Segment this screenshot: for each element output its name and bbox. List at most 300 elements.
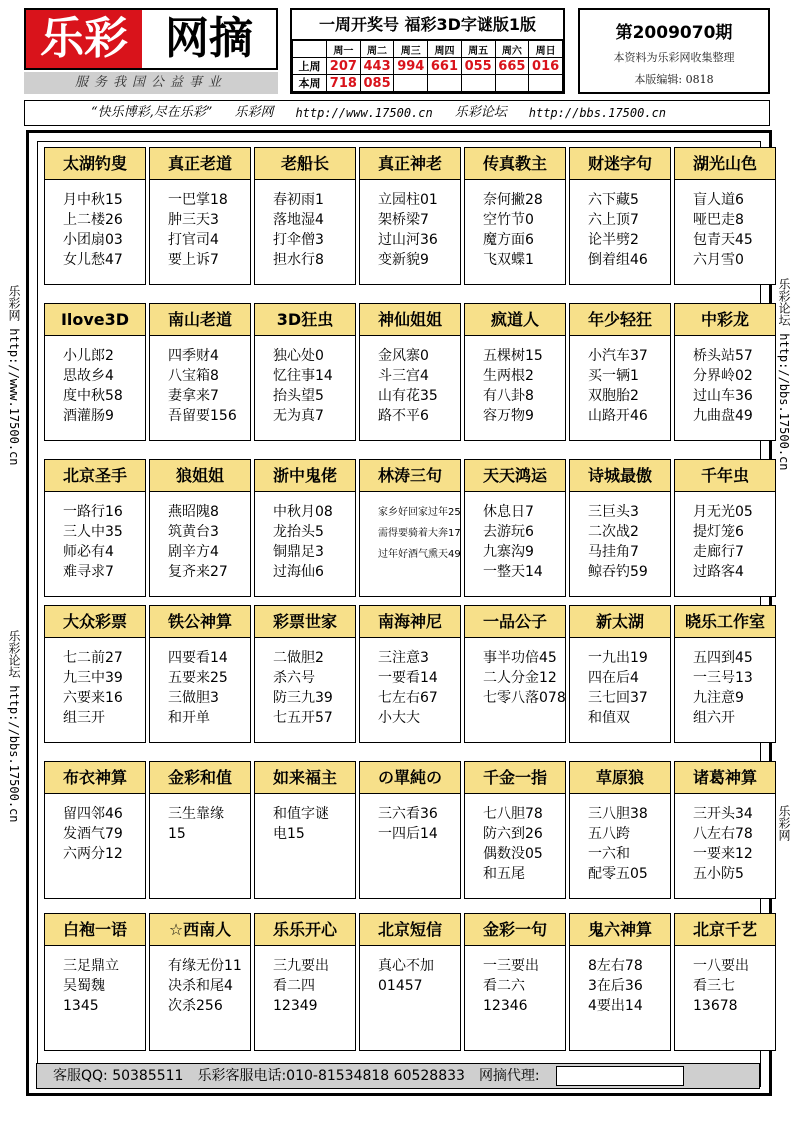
riddle-author: 乐乐开心 [255, 914, 355, 946]
riddle-line: 六月雪0 [693, 252, 744, 268]
forum-label: 乐彩论坛 [454, 105, 507, 120]
riddle-author: 南海神尼 [360, 606, 460, 638]
issue-box [578, 8, 770, 94]
editor-note: 本版编辑: 0818 [634, 73, 714, 86]
riddle-line: 三巨头3 [588, 504, 639, 520]
riddle-cell [254, 303, 356, 441]
riddle-line: 三开头34 [693, 806, 753, 822]
riddle-line: 复齐来27 [168, 564, 228, 580]
riddle-line: 小团扇03 [63, 232, 123, 248]
side-text-right-bottom: 乐彩网 [777, 805, 791, 841]
riddle-line: 七左右67 [378, 690, 438, 706]
riddle-line: 忆往事14 [273, 368, 333, 384]
riddle-line: 八宝箱8 [168, 368, 219, 384]
riddle-line: 吴蜀魏 [63, 978, 105, 994]
riddle-cell [44, 913, 146, 1051]
riddle-line: 三做胆3 [168, 690, 219, 706]
riddle-line: 留四邻46 [63, 806, 123, 822]
riddle-body [45, 794, 145, 864]
draw-number [461, 75, 495, 92]
riddle-line: 有缘无份11 [168, 958, 242, 974]
agent-label: 网摘代理: [478, 1068, 540, 1084]
riddle-line: 过山车36 [693, 388, 753, 404]
riddle-cell [674, 761, 776, 899]
riddle-line: 九曲盘49 [693, 408, 753, 424]
riddle-cell [464, 913, 566, 1051]
day-header: 周四 [428, 41, 462, 58]
day-header: 周五 [461, 41, 495, 58]
riddle-line: 12346 [483, 998, 528, 1014]
riddle-line: 真心不加 [378, 958, 434, 974]
riddle-cell [254, 913, 356, 1051]
riddle-author: 彩票世家 [255, 606, 355, 638]
riddle-line: 六下藏5 [588, 192, 639, 208]
riddle-line: 女儿愁47 [63, 252, 123, 268]
riddle-body [255, 638, 355, 728]
riddle-line: 和开单 [168, 710, 210, 726]
riddle-line: 发酒气79 [63, 826, 123, 842]
draw-number: 718 [327, 75, 361, 92]
riddle-line: 空竹节0 [483, 212, 534, 228]
forum-link[interactable]: http://bbs.17500.cn [528, 106, 667, 120]
riddle-body [45, 180, 145, 270]
draw-number: 085 [360, 75, 394, 92]
riddle-line: 组六开 [693, 710, 735, 726]
riddle-cell [359, 303, 461, 441]
riddle-cell [674, 605, 776, 743]
motto: “快乐博彩,尽在乐彩” [91, 105, 213, 120]
riddle-author: 3D狂虫 [255, 304, 355, 336]
day-header: 周三 [394, 41, 428, 58]
riddle-line: 马挂角7 [588, 544, 639, 560]
riddle-line: 一九出19 [588, 650, 648, 666]
riddle-body [465, 336, 565, 426]
riddle-line: 过年好酒气熏天49 [378, 549, 461, 560]
riddle-line: 过山河36 [378, 232, 438, 248]
riddle-line: 鲸吞钓59 [588, 564, 648, 580]
riddle-cell [149, 605, 251, 743]
riddle-line: 五要来25 [168, 670, 228, 686]
riddle-line: 看三七 [693, 978, 735, 994]
riddle-line: 五小防5 [693, 866, 744, 882]
riddle-author: 晓乐工作室 [675, 606, 775, 638]
riddle-cell [254, 147, 356, 285]
riddle-cell [674, 303, 776, 441]
riddle-line: 配零五05 [588, 866, 648, 882]
riddle-line: 过路客4 [693, 564, 744, 580]
service-phone: 乐彩客服电话:010-81534818 60528833 [197, 1068, 465, 1084]
riddle-line: 度中秋58 [63, 388, 123, 404]
riddle-cell [44, 303, 146, 441]
riddle-author: 财迷字句 [570, 148, 670, 180]
riddle-author: 千年虫 [675, 460, 775, 492]
riddle-line: 师必有4 [63, 544, 114, 560]
riddle-author: 南山老道 [150, 304, 250, 336]
riddle-grid-frame [26, 130, 772, 1096]
riddle-line: 双胞胎2 [588, 388, 639, 404]
riddle-line: 三六看36 [378, 806, 438, 822]
riddle-author: 草原狼 [570, 762, 670, 794]
riddle-body [360, 638, 460, 728]
riddle-line: 九寨沟9 [483, 544, 534, 560]
riddle-cell [674, 913, 776, 1051]
row-label: 本周 [293, 75, 327, 92]
riddle-line: 一整天14 [483, 564, 543, 580]
side-text-left-bottom: 乐彩论坛 http://bbs.17500.cn [7, 630, 21, 823]
riddle-author: 诸葛神算 [675, 762, 775, 794]
riddle-line: 魔方面6 [483, 232, 534, 248]
riddle-line: 13678 [693, 998, 738, 1014]
riddle-body [465, 794, 565, 884]
slogan: 服务我国公益事业 [24, 72, 278, 94]
riddle-body [570, 946, 670, 1016]
riddle-line: 九注意9 [693, 690, 744, 706]
riddle-line: 一路行16 [63, 504, 123, 520]
draw-number [529, 75, 563, 92]
riddle-cell [359, 147, 461, 285]
riddle-author: 大众彩票 [45, 606, 145, 638]
riddle-line: 桥头站57 [693, 348, 753, 364]
riddle-cell [359, 913, 461, 1051]
riddle-body [360, 946, 460, 996]
riddle-line: 偶数没05 [483, 846, 543, 862]
side-text-right-top: 乐彩论坛 http://bbs.17500.cn [777, 278, 791, 471]
riddle-body [360, 794, 460, 844]
riddle-line: 酒灌肠9 [63, 408, 114, 424]
riddle-cell [44, 459, 146, 597]
draw-number [495, 75, 529, 92]
riddle-line: 七八胆78 [483, 806, 543, 822]
riddle-line: 哑巴走8 [693, 212, 744, 228]
riddle-author: の單純の [360, 762, 460, 794]
riddle-line: 六要来16 [63, 690, 123, 706]
riddle-author: 真正老道 [150, 148, 250, 180]
riddle-body [150, 794, 250, 844]
riddle-author: 天天鸿运 [465, 460, 565, 492]
day-header: 周六 [495, 41, 529, 58]
riddle-line: 杀六号 [273, 670, 315, 686]
riddle-line: 和值字谜 [273, 806, 329, 822]
riddle-line: 休息日7 [483, 504, 534, 520]
riddle-line: 吾留要156 [168, 408, 237, 424]
day-header: 周日 [529, 41, 563, 58]
riddle-line: 01457 [378, 978, 423, 994]
logo [24, 8, 278, 70]
riddle-cell [359, 605, 461, 743]
riddle-line: 一四后14 [378, 826, 438, 842]
riddle-line: 一三号13 [693, 670, 753, 686]
riddle-body [570, 180, 670, 270]
riddle-line: 一八要出 [693, 958, 749, 974]
riddle-line: 电15 [273, 826, 305, 842]
riddle-line: 小大大 [378, 710, 420, 726]
riddle-cell [569, 913, 671, 1051]
riddle-line: 二人分金12 [483, 670, 557, 686]
riddle-cell [44, 147, 146, 285]
riddle-line: 有八卦8 [483, 388, 534, 404]
riddle-body [150, 638, 250, 728]
riddle-body [465, 180, 565, 270]
riddle-cell [569, 605, 671, 743]
riddle-author: 一品公子 [465, 606, 565, 638]
riddle-line: 小儿郎2 [63, 348, 114, 364]
riddle-body [570, 794, 670, 884]
riddle-author: 北京短信 [360, 914, 460, 946]
riddle-body [675, 794, 775, 884]
riddle-author: 白袍一语 [45, 914, 145, 946]
riddle-cell [569, 761, 671, 899]
riddle-line: 容万物9 [483, 408, 534, 424]
draw-table [292, 40, 563, 92]
riddle-line: 和五尾 [483, 866, 525, 882]
riddle-author: 金彩和值 [150, 762, 250, 794]
riddle-cell [254, 761, 356, 899]
riddle-author: 太湖钓叟 [45, 148, 145, 180]
riddle-line: 春初雨1 [273, 192, 324, 208]
riddle-line: 三生靠缘 [168, 806, 224, 822]
riddle-line: 事半功倍45 [483, 650, 557, 666]
riddle-body [360, 492, 460, 565]
riddle-line: 次杀256 [168, 998, 223, 1014]
riddle-line: 担水行8 [273, 252, 324, 268]
riddle-line: 肿三天3 [168, 212, 219, 228]
riddle-line: 架桥梁7 [378, 212, 429, 228]
riddle-author: 疯道人 [465, 304, 565, 336]
day-header: 周二 [360, 41, 394, 58]
draw-number: 055 [461, 58, 495, 75]
draw-number: 443 [360, 58, 394, 75]
riddle-line: 盲人道6 [693, 192, 744, 208]
page-title: 一周开奖号 福彩3D字谜版1版 [292, 10, 563, 40]
riddle-body [675, 492, 775, 582]
side-text-left-top: 乐彩网 http://www.17500.cn [7, 285, 21, 466]
riddle-line: 八左右78 [693, 826, 753, 842]
riddle-line: 买一辆1 [588, 368, 639, 384]
riddle-author: 诗城最傲 [570, 460, 670, 492]
logo-left: 乐彩 [26, 10, 142, 68]
service-qq: 客服QQ: 50385511 [53, 1068, 184, 1084]
riddle-line: 飞双蝶1 [483, 252, 534, 268]
riddle-body [570, 638, 670, 728]
riddle-line: 五四到45 [693, 650, 753, 666]
agent-field [556, 1066, 684, 1086]
riddle-author: 鬼六神算 [570, 914, 670, 946]
riddle-cell [149, 913, 251, 1051]
riddle-cell [674, 147, 776, 285]
riddle-line: 九三中39 [63, 670, 123, 686]
riddle-body [45, 336, 145, 426]
riddle-author: 湖光山色 [675, 148, 775, 180]
riddle-line: 家乡好回家过年25 [378, 507, 461, 518]
riddle-cell [149, 147, 251, 285]
riddle-line: 六上顶7 [588, 212, 639, 228]
riddle-line: 斗三宫4 [378, 368, 429, 384]
row-label: 上周 [293, 58, 327, 75]
site-link[interactable]: http://www.17500.cn [295, 106, 433, 120]
site-label: 乐彩网 [234, 105, 274, 120]
riddle-body [255, 180, 355, 270]
riddle-line: 防六到26 [483, 826, 543, 842]
riddle-line: 1345 [63, 998, 99, 1014]
riddle-cell [674, 459, 776, 597]
riddle-author: 真正神老 [360, 148, 460, 180]
riddle-cell [44, 761, 146, 899]
riddle-line: 打官司4 [168, 232, 219, 248]
riddle-line: 需得要骑着大奔17 [378, 528, 461, 539]
riddle-cell [569, 459, 671, 597]
riddle-line: 二次战2 [588, 524, 639, 540]
riddle-author: 神仙姐姐 [360, 304, 460, 336]
riddle-author: 北京圣手 [45, 460, 145, 492]
riddle-line: 七零八落078 [483, 690, 566, 706]
corner-cell [293, 41, 327, 58]
riddle-line: 铜鼎足3 [273, 544, 324, 560]
riddle-body [675, 638, 775, 728]
riddle-line: 一要来12 [693, 846, 753, 862]
riddle-line: 过海仙6 [273, 564, 324, 580]
riddle-body [465, 946, 565, 1016]
riddle-author: 如来福主 [255, 762, 355, 794]
riddle-line: 四季财4 [168, 348, 219, 364]
riddle-cell [149, 459, 251, 597]
riddle-line: 12349 [273, 998, 318, 1014]
riddle-line: 防三九39 [273, 690, 333, 706]
draw-number: 661 [428, 58, 462, 75]
riddle-line: 四在后4 [588, 670, 639, 686]
riddle-line: 打伞僧3 [273, 232, 324, 248]
riddle-line: 15 [168, 826, 186, 842]
riddle-author: 林涛三句 [360, 460, 460, 492]
riddle-cell [359, 761, 461, 899]
riddle-author: ☆西南人 [150, 914, 250, 946]
riddle-line: 3在后36 [588, 978, 643, 994]
riddle-author: 千金一指 [465, 762, 565, 794]
riddle-line: 难寻求7 [63, 564, 114, 580]
riddle-body [465, 492, 565, 582]
riddle-line: 4要出14 [588, 998, 643, 1014]
riddle-body [255, 794, 355, 844]
riddle-author: 传真教主 [465, 148, 565, 180]
riddle-line: 金风寨0 [378, 348, 429, 364]
draw-number [394, 75, 428, 92]
draw-number [428, 75, 462, 92]
riddle-cell [464, 147, 566, 285]
riddle-line: 山路开46 [588, 408, 648, 424]
riddle-cell [569, 147, 671, 285]
riddle-line: 五棵树15 [483, 348, 543, 364]
riddle-cell [149, 761, 251, 899]
day-header: 周一 [327, 41, 361, 58]
riddle-cell [464, 303, 566, 441]
draw-number: 665 [495, 58, 529, 75]
riddle-cell [569, 303, 671, 441]
riddle-line: 抬头望5 [273, 388, 324, 404]
riddle-line: 立园柱01 [378, 192, 438, 208]
riddle-author: 铁公神算 [150, 606, 250, 638]
riddle-line: 三八胆38 [588, 806, 648, 822]
riddle-line: 筑黄台3 [168, 524, 219, 540]
riddle-line: 三七回37 [588, 690, 648, 706]
riddle-line: 一巴掌18 [168, 192, 228, 208]
riddle-author: 狼姐姐 [150, 460, 250, 492]
riddle-line: 燕昭隗8 [168, 504, 219, 520]
riddle-line: 妻拿来7 [168, 388, 219, 404]
issue-number: 第2009070期 [615, 23, 733, 43]
logo-right: 网摘 [142, 10, 276, 68]
riddle-line: 月无光05 [693, 504, 753, 520]
riddle-line: 一六和 [588, 846, 630, 862]
last-week-row [293, 58, 563, 75]
riddle-line: 中秋月08 [273, 504, 333, 520]
riddle-author: 老船长 [255, 148, 355, 180]
riddle-body [150, 180, 250, 270]
riddle-line: 七五开57 [273, 710, 333, 726]
riddle-line: 变新貌9 [378, 252, 429, 268]
riddle-line: 包青天45 [693, 232, 753, 248]
riddle-line: 分界岭02 [693, 368, 753, 384]
riddle-author: 金彩一句 [465, 914, 565, 946]
riddle-line: 提灯笼6 [693, 524, 744, 540]
riddle-body [675, 336, 775, 426]
riddle-line: 看二六 [483, 978, 525, 994]
riddle-line: 一三要出 [483, 958, 539, 974]
riddle-line: 去游玩6 [483, 524, 534, 540]
this-week-row [293, 75, 563, 92]
link-bar [24, 100, 770, 126]
riddle-cell [44, 605, 146, 743]
draw-number: 207 [327, 58, 361, 75]
riddle-author: Ilove3D [45, 304, 145, 336]
riddle-author: 布衣神算 [45, 762, 145, 794]
riddle-body [255, 946, 355, 1016]
riddle-line: 看二四 [273, 978, 315, 994]
riddle-author: 北京千艺 [675, 914, 775, 946]
riddle-line: 剧辛方4 [168, 544, 219, 560]
riddle-line: 组三开 [63, 710, 105, 726]
riddle-line: 决杀和尾4 [168, 978, 233, 994]
riddle-line: 路不平6 [378, 408, 429, 424]
riddle-line: 七二前27 [63, 650, 123, 666]
riddle-line: 龙抬头5 [273, 524, 324, 540]
riddle-line: 一要看14 [378, 670, 438, 686]
riddle-line: 生两根2 [483, 368, 534, 384]
draw-number: 994 [394, 58, 428, 75]
riddle-cell [464, 761, 566, 899]
footer [36, 1063, 760, 1089]
riddle-line: 月中秋15 [63, 192, 123, 208]
riddle-body [465, 638, 565, 708]
source-note: 本资料为乐彩网收集整理 [613, 51, 735, 64]
riddle-body [255, 492, 355, 582]
riddle-line: 六两分12 [63, 846, 123, 862]
riddle-line: 上二楼26 [63, 212, 123, 228]
riddle-cell [254, 605, 356, 743]
draw-number: 016 [529, 58, 563, 75]
riddle-body [45, 492, 145, 582]
riddle-line: 8左右78 [588, 958, 643, 974]
riddle-line: 三足鼎立 [63, 958, 119, 974]
riddle-body [360, 180, 460, 270]
draw-table-header [293, 41, 563, 58]
riddle-line: 三九要出 [273, 958, 329, 974]
riddle-line: 无为真7 [273, 408, 324, 424]
riddle-body [45, 946, 145, 1016]
riddle-line: 要上诉7 [168, 252, 219, 268]
riddle-body [360, 336, 460, 426]
riddle-line: 倒着组46 [588, 252, 648, 268]
riddle-body [570, 492, 670, 582]
riddle-body [150, 946, 250, 1016]
